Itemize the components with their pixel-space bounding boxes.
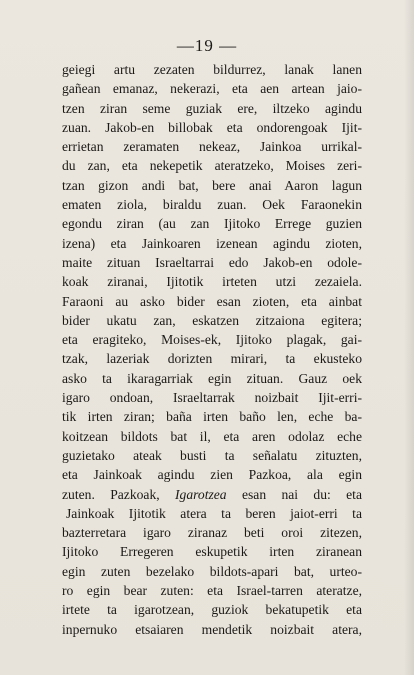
- page-edge-shadow: [404, 0, 414, 675]
- text-line: guzietako ateak busti ta señalatu zituzten,: [62, 447, 362, 463]
- text-line: du zan, eta nekepetik ateratzeko, Moises zeri-: [62, 158, 362, 174]
- text-line: eta Jainkoak agindu zien Pazkoa, ala egin: [62, 467, 362, 483]
- text-line: tzak, lazeriak dorizten mirari, ta ekusteko: [62, 351, 362, 367]
- text-line: Ijitoko Erregeren eskupetik irten ziranean: [62, 544, 362, 560]
- text-line: egondu ziran (au zan Ijitoko Errege guzien: [62, 216, 362, 232]
- text-line: ematen ziola, biraldu zuan. Oek Faraonekin: [62, 197, 362, 213]
- body-text: [62, 60, 362, 639]
- text-line: izena) eta Jainkoaren izenean agindu zioten,: [62, 235, 362, 251]
- text-line: bazterretara igaro ziranaz beti oroi zitezen,: [62, 525, 362, 541]
- italic-term: Igarotzea: [175, 486, 227, 502]
- text-line: asko ta ikaragarriak egin zituan. Gauz oek: [62, 370, 362, 386]
- text-line: eta eragiteko, Moises-ek, Ijitoko plagak, gai-: [62, 332, 362, 348]
- text-line: koak ziranai, Ijitotik irteten utzi zezaiela.: [62, 274, 362, 290]
- text-line: tzan gizon andi bat, bere anai Aaron lagun: [62, 177, 362, 193]
- text-line: bider ukatu zan, eskatzen zitzaiona egitera;: [62, 312, 362, 328]
- text-line: koitzean bildots bat il, eta aren odolaz eche: [62, 428, 362, 444]
- text-line: inpernuko etsaiaren mendetik noizbait atera,: [62, 621, 362, 637]
- text-line: Faraoni au asko bider esan zioten, eta ainbat: [62, 293, 362, 309]
- text-line: zuten. Pazkoak, Igarotzea esan nai du: eta: [62, 486, 362, 502]
- text-line: tik irten ziran; baña irten baño len, eche ba-: [62, 409, 362, 425]
- text-line: geiegi artu zezaten bildurrez, lanak lanen: [62, 62, 362, 77]
- text-line: gañean emanaz, nekerazi, eta aen artean jaio-: [62, 81, 362, 97]
- text-line: maite zituan Israeltarrai edo Jakob-en odole-: [62, 254, 362, 270]
- text-line: ro egin bear zuten: eta Israel-tarren ateratze,: [62, 583, 362, 599]
- text-line: Jainkoak Ijitotik atera ta beren jaiot-erri ta: [66, 505, 362, 521]
- page-number: —19 —: [176, 36, 238, 55]
- text-line: errietan zeramaten nekeaz, Jainkoa urrikal-: [62, 139, 362, 155]
- text-line: egin zuten bezelako bildots-apari bat, urteo-: [62, 563, 362, 579]
- text-line: tzen ziran seme guziak ere, iltzeko agindu: [62, 100, 362, 116]
- text-line: igaro ondoan, Israeltarrak noizbait Ijit-erri-: [62, 390, 362, 406]
- text-line: zuan. Jakob-en billobak eta ondorengoak Ijit-: [62, 119, 362, 135]
- text-line: irtete ta igarotzean, guziok bekatupetik eta: [62, 602, 362, 618]
